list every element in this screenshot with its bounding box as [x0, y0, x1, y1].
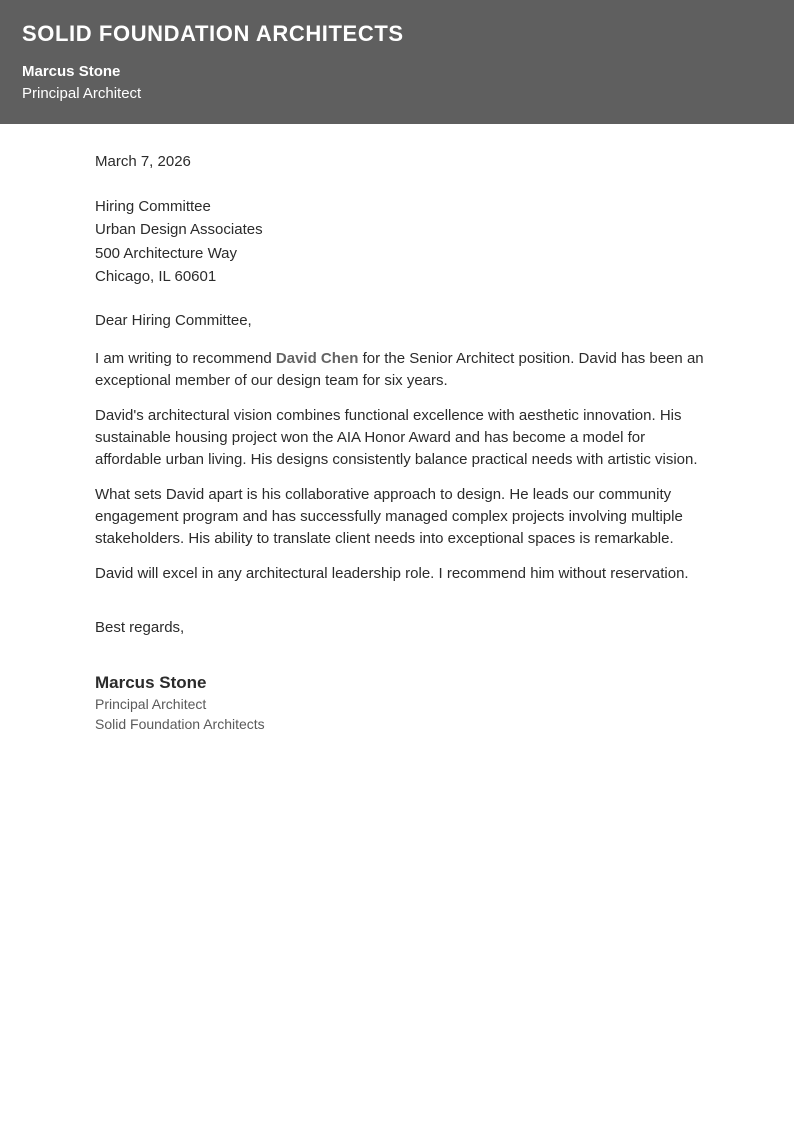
recipient-line: Hiring Committee — [95, 198, 211, 215]
recipient-line: Urban Design Associates — [95, 221, 263, 239]
paragraph-text: I am writing to recommend — [95, 350, 276, 368]
letter-body — [95, 151, 705, 734]
paragraph-text: for the Senior Architect position. David has been an exceptional member of our design team for six years. — [95, 350, 704, 390]
candidate-name: David Chen — [275, 350, 359, 368]
paragraph-intro — [95, 348, 705, 392]
sender-name: Marcus Stone — [22, 63, 121, 80]
salutation: Dear Hiring Committee, — [95, 312, 252, 330]
closing: Best regards, — [95, 619, 185, 637]
letterhead — [0, 0, 794, 124]
firm-name: SOLID FOUNDATION ARCHITECTS — [22, 21, 404, 46]
signature-name: Marcus Stone — [95, 673, 207, 693]
recipient-address — [95, 195, 705, 288]
recipient-line: Chicago, IL 60601 — [95, 267, 217, 285]
paragraph-vision: David's architectural vision combines functional excellence with aesthetic innovation. His sustainable housing project won the AIA Honor Award and has become a model for affordable urban living. His designs consistently balance practical needs with artistic vision. — [95, 407, 698, 469]
signature-company: Solid Foundation Architects — [95, 716, 265, 733]
paragraph-recommendation: David will excel in any architectural leadership role. I recommend him without reservation. — [95, 565, 689, 583]
paragraph-collaboration: What sets David apart is his collaborative approach to design. He leads our community engagement program and has successfully managed complex projects involving multiple stakeholders. His ability to translate client needs into exceptional spaces is remarkable. — [95, 486, 683, 548]
sender-title: Principal Architect — [22, 85, 142, 102]
recipient-line: 500 Architecture Way — [95, 244, 238, 262]
letter-date: March 7, 2026 — [95, 153, 191, 170]
signature-title: Principal Architect — [95, 696, 207, 713]
